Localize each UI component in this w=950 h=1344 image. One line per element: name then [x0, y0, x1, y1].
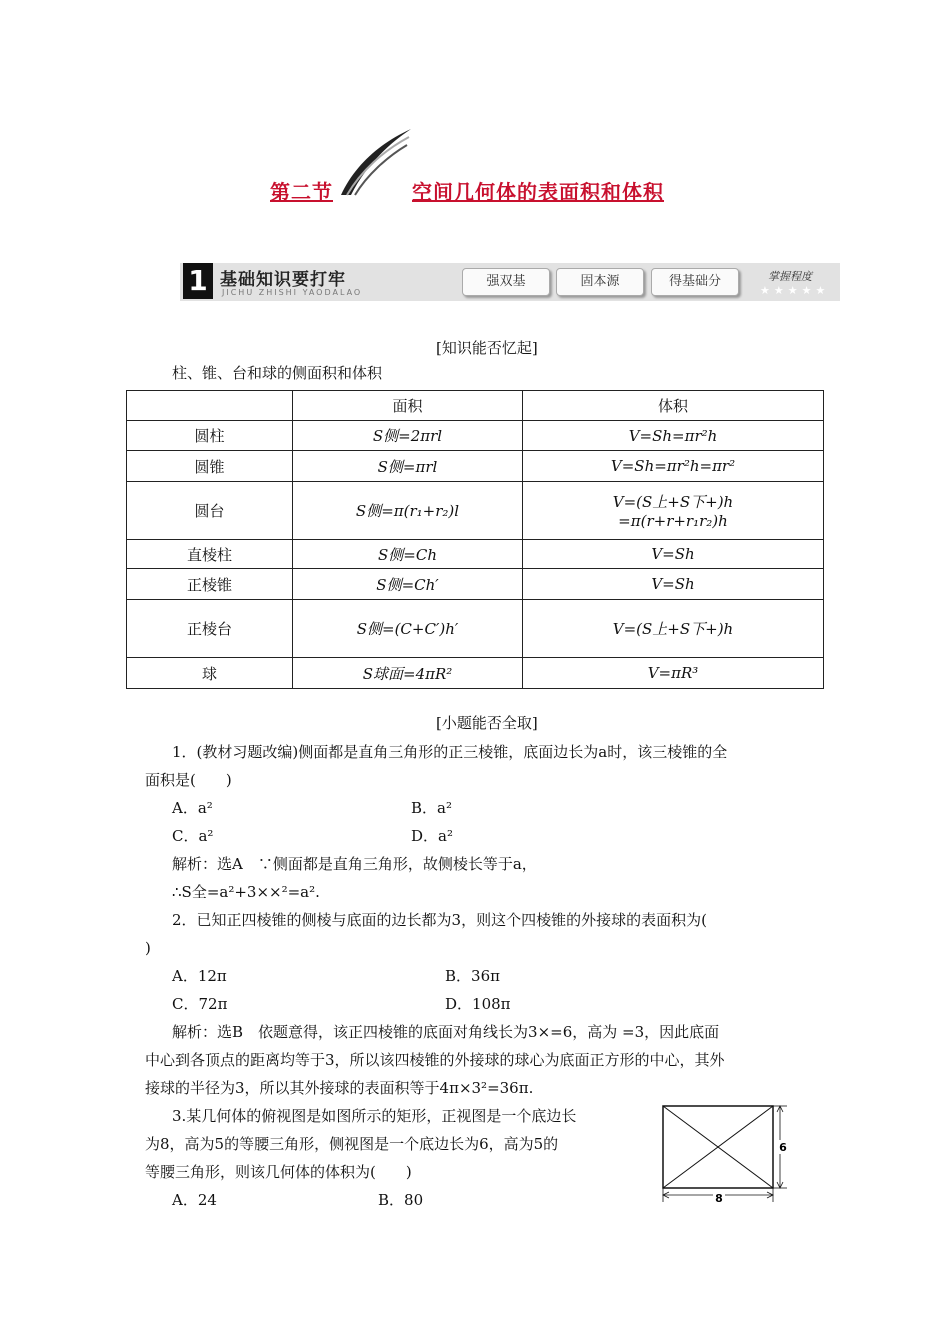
section-label: 第二节	[270, 180, 333, 204]
table-cell-area: S球面=4πR²	[293, 658, 523, 689]
swoosh-logo	[335, 125, 415, 200]
q2-option-c: C．72π	[172, 995, 228, 1013]
q3-stem-line-2: 为8，高为5的等腰三角形，侧视图是一个底边长为6，高为5的	[145, 1135, 559, 1153]
table-cell-name: 正棱锥	[127, 569, 293, 600]
table-cell-area: S侧=(C+C′)h′	[293, 600, 523, 658]
q1-option-a: A．a²	[172, 799, 213, 817]
q3-stem-line-3: 等腰三角形，则该几何体的体积为( )	[145, 1163, 412, 1181]
q3-stem-line-1: 3.某几何体的俯视图是如图所示的矩形，正视图是一个底边长	[172, 1107, 577, 1125]
star-icons: ★★★★★	[760, 284, 830, 297]
q1-solution-line-2: ∴S全=a²+3××²=a².	[172, 883, 320, 901]
table-header-cell: 面积	[293, 391, 523, 421]
figure-width-label: 8	[715, 1192, 723, 1205]
table-cell-name: 圆锥	[127, 451, 293, 482]
table-cell-volume: V=Sh=πr²h=πr²	[523, 451, 824, 482]
table-cell-area: S侧=Ch	[293, 540, 523, 569]
section-heading-2: [小题能否全取]	[436, 714, 538, 732]
table-cell-area: S侧=2πrl	[293, 421, 523, 451]
q2-solution-line-1: 解析：选B 依题意得，该正四棱锥的底面对角线长为3×=6，高为 =3，因此底面	[172, 1023, 720, 1041]
volume-line-1: V=(S上+S下+)h	[612, 493, 734, 511]
q2-stem-line-2: )	[145, 939, 151, 957]
page-title: 空间几何体的表面积和体积	[412, 180, 664, 204]
mastery-label: 掌握程度	[768, 270, 812, 283]
banner-title: 基础知识要打牢	[220, 270, 346, 290]
table-cell-volume: V=πR³	[523, 658, 824, 689]
banner-button-3[interactable]: 得基础分	[651, 268, 739, 296]
q1-stem-line-1: 1．(教材习题改编)侧面都是直角三角形的正三棱锥，底面边长为a时，该三棱锥的全	[172, 743, 728, 761]
table-row	[127, 569, 824, 600]
top-view-figure	[655, 1098, 795, 1208]
table-cell-volume	[523, 482, 824, 540]
q1-option-d: D．a²	[411, 827, 453, 845]
table-row	[127, 658, 824, 689]
banner-button-1[interactable]: 强双基	[462, 268, 550, 296]
q3-option-a: A．24	[172, 1191, 217, 1209]
table-row	[127, 421, 824, 451]
q1-option-c: C．a²	[172, 827, 214, 845]
table-cell-area: S侧=πrl	[293, 451, 523, 482]
table-header-row	[127, 391, 824, 421]
q1-stem-line-2: 面积是( )	[145, 771, 232, 789]
section-heading-1: [知识能否忆起]	[436, 339, 538, 357]
table-cell-volume: V=Sh	[523, 540, 824, 569]
table-cell-name: 圆台	[127, 482, 293, 540]
volume-line-2: =π(r+r+r₁r₂)h	[618, 512, 728, 530]
section-intro: 柱、锥、台和球的侧面积和体积	[172, 364, 383, 382]
table-cell-volume: V=Sh=πr²h	[523, 421, 824, 451]
table-cell-volume: V=Sh	[523, 569, 824, 600]
q3-option-b: B．80	[378, 1191, 424, 1209]
q2-option-a: A．12π	[172, 967, 227, 985]
table-header-cell	[127, 391, 293, 421]
banner-number: 1	[183, 263, 213, 299]
table-cell-name: 圆柱	[127, 421, 293, 451]
table-row	[127, 540, 824, 569]
table-cell-name: 直棱柱	[127, 540, 293, 569]
q1-solution-line-1: 解析：选A ∵侧面都是直角三角形，故侧棱长等于a，	[172, 855, 537, 873]
q2-stem-line-1: 2．已知正四棱锥的侧棱与底面的边长都为3，则这个四棱锥的外接球的表面积为(	[172, 911, 707, 929]
table-row	[127, 600, 824, 658]
banner-subtitle: JICHU ZHISHI YAODALAO	[222, 288, 363, 297]
q2-option-d: D．108π	[445, 995, 511, 1013]
formula-table	[126, 390, 824, 689]
q2-solution-line-3: 接球的半径为3，所以其外接球的表面积等于4π×3²=36π.	[145, 1079, 534, 1097]
table-header-cell: 体积	[523, 391, 824, 421]
q2-solution-line-2: 中心到各顶点的距离均等于3，所以该四棱锥的外接球的球心为底面正方形的中心，其外	[145, 1051, 725, 1069]
banner-button-2[interactable]: 固本源	[556, 268, 644, 296]
table-cell-name: 正棱台	[127, 600, 293, 658]
table-cell-name: 球	[127, 658, 293, 689]
table-row	[127, 451, 824, 482]
q1-option-b: B．a²	[411, 799, 452, 817]
table-cell-volume: V=(S上+S下+)h	[523, 600, 824, 658]
figure-height-label: 6	[779, 1141, 787, 1154]
table-cell-area: S侧=π(r₁+r₂)l	[293, 482, 523, 540]
q2-option-b: B．36π	[445, 967, 500, 985]
table-cell-area: S侧=Ch′	[293, 569, 523, 600]
table-row	[127, 482, 824, 540]
